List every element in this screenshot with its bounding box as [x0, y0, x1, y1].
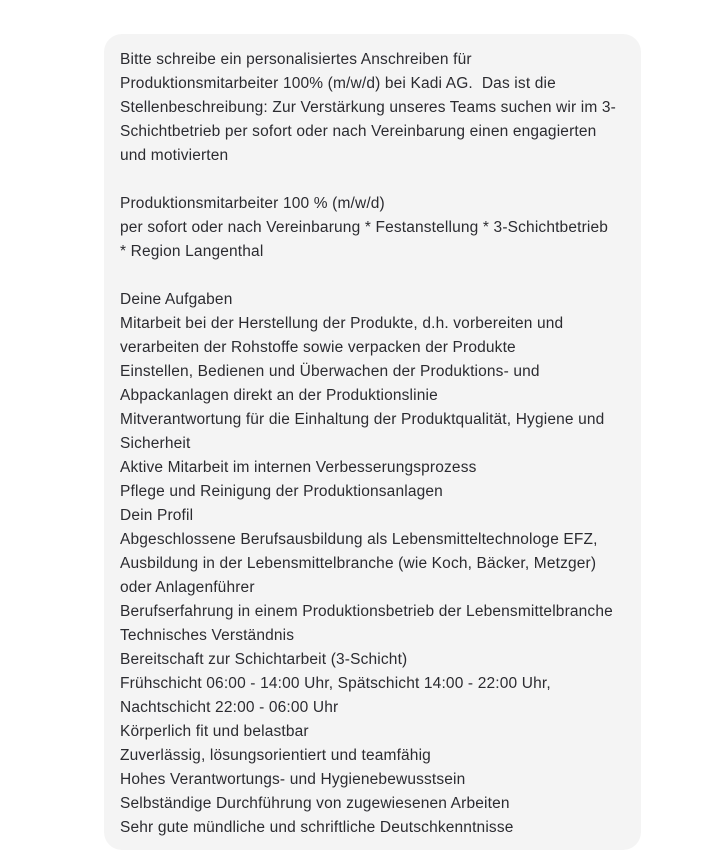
message-line: oder Anlagenführer	[120, 579, 255, 596]
message-line: Deine Aufgaben	[120, 291, 233, 308]
message-line: und motivierten	[120, 147, 229, 164]
message-line: Selbständige Durchführung von zugewiesenen Arbeiten	[120, 795, 510, 812]
message-line: Frühschicht 06:00 - 14:00 Uhr, Spätschicht 14:00 - 22:00 Uhr,	[120, 675, 551, 692]
message-line: Mitverantwortung für die Einhaltung der Produktqualität, Hygiene und	[120, 411, 605, 428]
message-line: Sehr gute mündliche und schriftliche Deutschkenntnisse	[120, 819, 514, 836]
message-line: Einstellen, Bedienen und Überwachen der Produktions- und	[120, 363, 540, 380]
message-line: Stellenbeschreibung: Zur Verstärkung unseres Teams suchen wir im 3-	[120, 99, 617, 116]
message-line: Produktionsmitarbeiter 100 % (m/w/d)	[120, 195, 385, 212]
message-line: Technisches Verständnis	[120, 627, 295, 644]
message-line: * Region Langenthal	[120, 243, 264, 260]
message-line: Zuverlässig, lösungsorientiert und teamfähig	[120, 747, 431, 764]
message-line: Pflege und Reinigung der Produktionsanlagen	[120, 483, 443, 500]
message-line: Schichtbetrieb per sofort oder nach Vereinbarung einen engagierten	[120, 123, 597, 140]
message-line: Produktionsmitarbeiter 100% (m/w/d) bei Kadi AG. Das ist die	[120, 75, 556, 92]
message-line: Bereitschaft zur Schichtarbeit (3-Schicht)	[120, 651, 408, 668]
message-line: Berufserfahrung in einem Produktionsbetrieb der Lebensmittelbranche	[120, 603, 613, 620]
message-line: Aktive Mitarbeit im internen Verbesserungsprozess	[120, 459, 477, 476]
message-line: Hohes Verantwortungs- und Hygienebewusstsein	[120, 771, 466, 788]
message-text-content	[120, 48, 621, 840]
message-line: Körperlich fit und belastbar	[120, 723, 309, 740]
message-line: Ausbildung in der Lebensmittelbranche (wie Koch, Bäcker, Metzger)	[120, 555, 597, 572]
message-line: Dein Profil	[120, 507, 194, 524]
message-line: verarbeiten der Rohstoffe sowie verpacken der Produkte	[120, 339, 516, 356]
message-line: Nachtschicht 22:00 - 06:00 Uhr	[120, 699, 339, 716]
message-blank-line	[120, 264, 621, 288]
message-line: Abpackanlagen direkt an der Produktionslinie	[120, 387, 438, 404]
message-line: Abgeschlossene Berufsausbildung als Lebensmitteltechnologe EFZ,	[120, 531, 598, 548]
message-line: Sicherheit	[120, 435, 191, 452]
user-message-bubble	[104, 34, 641, 850]
message-blank-line	[120, 168, 621, 192]
message-line: Mitarbeit bei der Herstellung der Produkte, d.h. vorbereiten und	[120, 315, 564, 332]
message-line: per sofort oder nach Vereinbarung * Festanstellung * 3-Schichtbetrieb	[120, 219, 609, 236]
message-line: Bitte schreibe ein personalisiertes Anschreiben für	[120, 51, 472, 68]
